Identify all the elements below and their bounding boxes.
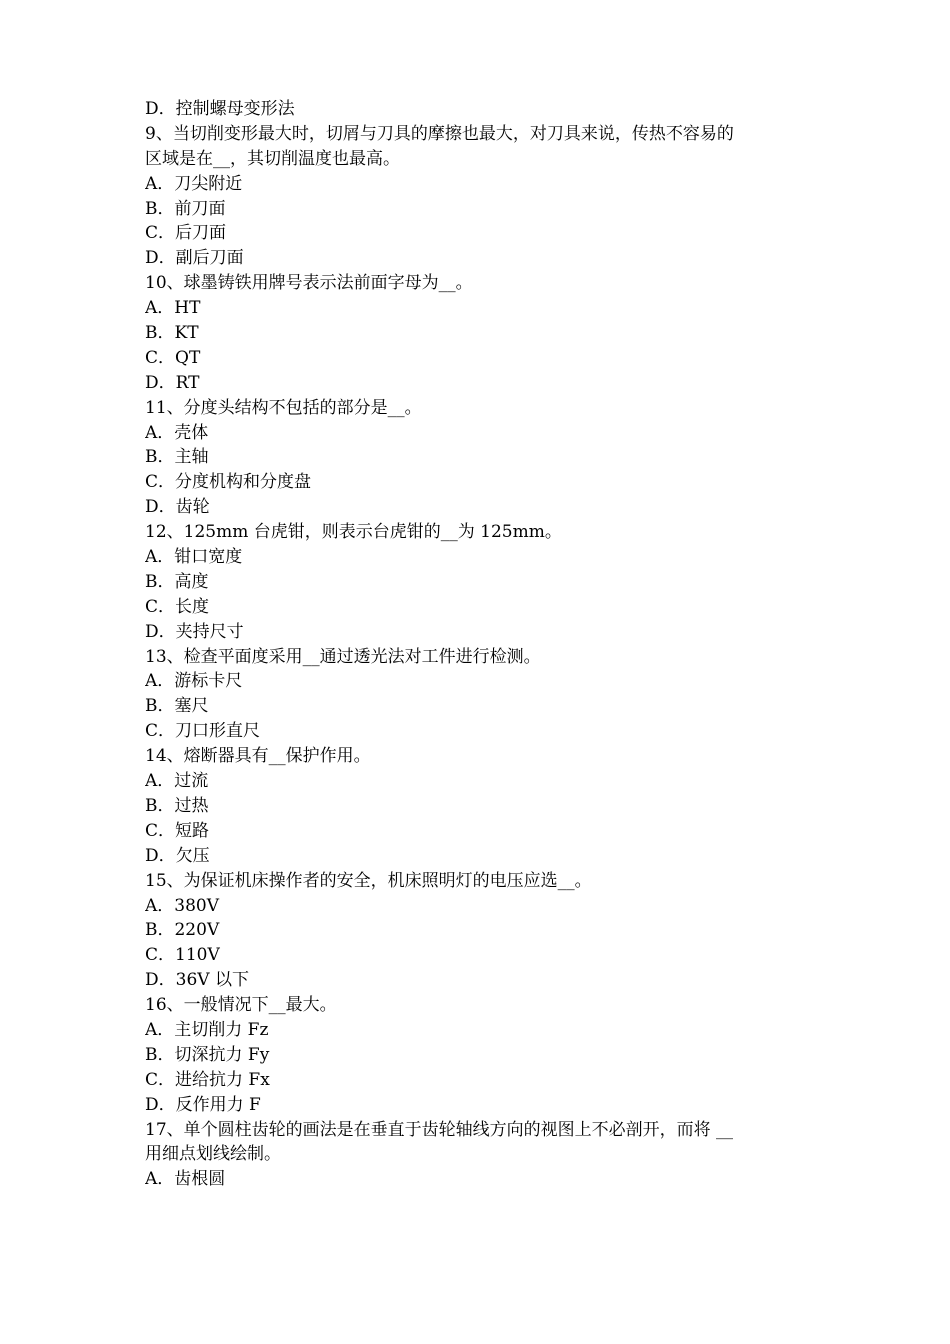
option-line: B．前刀面	[145, 198, 226, 219]
option-line: B．过热	[145, 795, 209, 816]
option-line: C．长度	[145, 596, 210, 617]
option-line: A．380V	[145, 895, 220, 916]
question-11-text: 11、分度头结构不包括的部分是__。	[145, 397, 422, 418]
option-line: B．高度	[145, 571, 209, 592]
option-line: D．夹持尺寸	[145, 621, 244, 642]
option-line: D．RT	[145, 372, 200, 393]
option-line: B．塞尺	[145, 696, 209, 717]
option-line: C．分度机构和分度盘	[145, 472, 312, 493]
option-line: A．游标卡尺	[145, 671, 243, 692]
question-9-text-cont: 区域是在__，其切削温度也最高。	[145, 148, 400, 169]
question-16-text: 16、一般情况下__最大。	[145, 995, 337, 1016]
option-line: A．刀尖附近	[145, 173, 243, 194]
option-line: A．齿根圆	[145, 1169, 226, 1190]
text-line: D．控制螺母变形法	[145, 99, 295, 119]
option-line: B．220V	[145, 920, 220, 941]
option-line: C．短路	[145, 820, 210, 841]
option-line: D．齿轮	[145, 497, 210, 518]
option-line: C．刀口形直尺	[145, 721, 261, 742]
question-10-text: 10、球墨铸铁用牌号表示法前面字母为__。	[145, 273, 473, 294]
question-17-text-cont: 用细点划线绘制。	[145, 1144, 281, 1165]
option-line: A．钳口宽度	[145, 547, 243, 568]
option-line: B．切深抗力 Fy	[145, 1044, 270, 1065]
option-line: A．主切削力 Fz	[145, 1019, 269, 1040]
option-line: C．QT	[145, 347, 201, 368]
option-line: A．过流	[145, 771, 209, 792]
option-line: C．进给抗力 Fx	[145, 1069, 270, 1090]
option-line: B．主轴	[145, 447, 209, 468]
question-15-text: 15、为保证机床操作者的安全，机床照明灯的电压应选__。	[145, 870, 592, 891]
option-line: C．110V	[145, 945, 220, 966]
option-line: D．反作用力 F	[145, 1094, 261, 1115]
question-14-text: 14、熔断器具有__保护作用。	[145, 746, 371, 767]
question-13-text: 13、检查平面度采用__通过透光法对工件进行检测。	[145, 646, 541, 667]
option-line: D．副后刀面	[145, 248, 244, 269]
question-9-text: 9、当切削变形最大时，切屑与刀具的摩擦也最大，对刀具来说，传热不容易的	[145, 123, 734, 144]
question-17-text: 17、单个圆柱齿轮的画法是在垂直于齿轮轴线方向的视图上不必剖开，而将 __	[145, 1119, 734, 1140]
option-line: B．KT	[145, 323, 199, 344]
question-12-text: 12、125mm 台虎钳，则表示台虎钳的__为 125mm。	[145, 522, 562, 543]
option-line: A．壳体	[145, 422, 209, 443]
option-line: D．欠压	[145, 845, 210, 866]
option-line: C．后刀面	[145, 223, 227, 244]
option-line: A．HT	[145, 298, 201, 319]
document-page	[145, 97, 815, 1192]
option-line: D．36V 以下	[145, 970, 249, 991]
